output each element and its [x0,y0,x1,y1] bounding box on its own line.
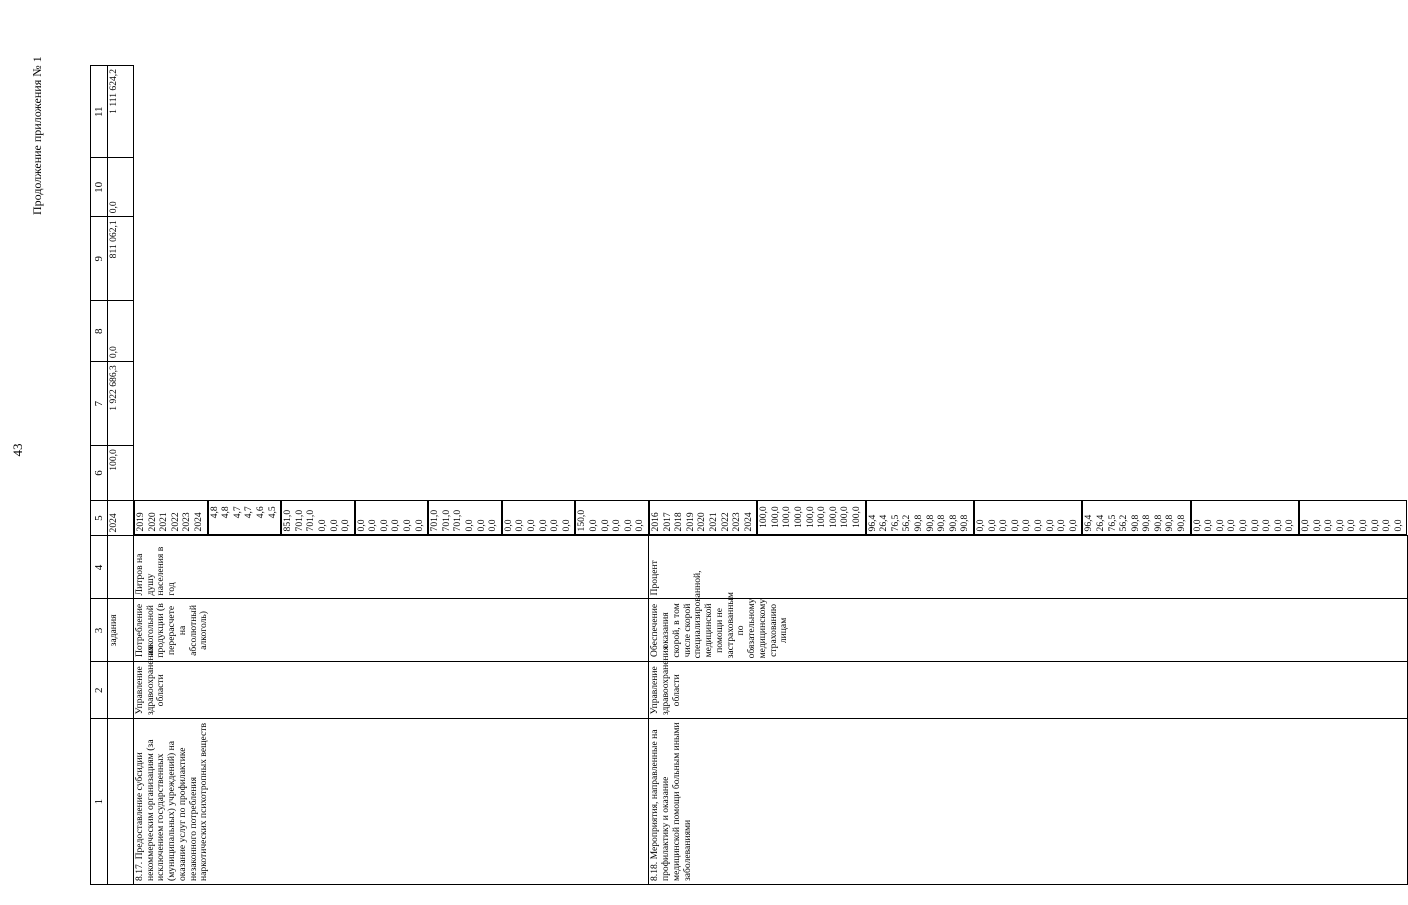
header-cell: 10 [91,158,108,217]
indicator-values-entry: 100,0 [781,506,793,528]
year-list-entry: 2022 [719,512,731,532]
year-list-entry: 2023 [181,512,193,532]
year-list-entry: 2021 [158,512,170,532]
local-funding-entry: 0,0 [1214,519,1226,532]
other-funding-entry: 0,0 [1300,519,1311,532]
other-funding-entry: 0,0 [587,519,599,532]
regional-funding-entry: 76,5 [1106,514,1118,532]
other-funding [575,500,649,535]
federal-funding-entry: 0,0 [378,519,390,532]
federal-funding-entry: 0,0 [998,519,1010,532]
total-funding-entry: 701,0 [305,509,317,532]
carry-over-row [108,66,134,885]
header-cell: 1 [91,719,108,885]
year-list [649,500,757,535]
year-list-entry: 2016 [649,512,661,532]
responsible-body: Управление здравоохранения области [134,662,649,719]
total-funding-entry: 90,8 [924,514,936,532]
responsible-body: Управление здравоохранения области [649,662,1407,719]
local-funding [1191,500,1299,535]
other-funding-entry: 0,0 [599,519,611,532]
year-list-entry: 2018 [673,512,685,532]
regional-funding-entry: 90,8 [1176,514,1188,532]
indicator-name: Обеспечение оказания скорой, в том числе скорой специализированной, медицинской помощи не застрахованным по обязательному медицинскому страхованию лицам [649,599,1407,662]
regional-funding-entry: 26,4 [1094,514,1106,532]
activity-name: 8.17. Предоставление субсидии некоммерческим организациям (за исключением государственных (муниципальных) учреждений) на оказание услуг по профилактике незаконного потребления наркотических психотропных веществ [134,719,649,885]
total-funding-entry: 90,8 [947,514,959,532]
indicator-values-entry: 100,0 [827,506,839,528]
indicator-values-entry: 4,7 [231,506,243,519]
total-funding-entry: 851,0 [282,509,294,532]
header-row [91,66,108,885]
header-cell: 11 [91,66,108,158]
indicator-values-entry: 4,5 [266,506,278,519]
total-funding-entry: 90,8 [959,514,971,532]
carry-col8: 0,0 [108,301,134,362]
total-funding [866,500,974,535]
federal-funding-entry: 0,0 [1021,519,1033,532]
carry-col9: 811 062,1 [108,217,134,301]
local-funding-entry: 0,0 [560,519,572,532]
other-funding-entry: 0,0 [622,519,634,532]
local-funding-entry: 0,0 [549,519,561,532]
local-funding-entry: 0,0 [1203,519,1215,532]
other-funding-entry: 0,0 [1357,519,1369,532]
federal-funding-entry: 0,0 [1067,519,1079,532]
total-funding-entry: 0,0 [328,519,340,532]
year-list-entry: 2021 [707,512,719,532]
year-list-entry: 2023 [731,512,743,532]
carry-col6: 100,0 [108,446,134,501]
other-funding-entry: 0,0 [1334,519,1346,532]
regional-funding-entry: 56,2 [1118,514,1130,532]
federal-funding-entry: 0,0 [974,519,986,532]
carry-col11: 1 111 624,2 [108,66,134,158]
unit-of-measure: Процент [649,536,1407,599]
regional-funding-entry: 701,0 [452,509,464,532]
local-funding-entry: 0,0 [502,519,514,532]
header-cell: 6 [91,446,108,501]
federal-funding-entry: 0,0 [1009,519,1021,532]
carry-col1 [108,719,134,885]
total-funding-entry: 0,0 [340,519,352,532]
year-list-entry: 2019 [135,512,146,532]
total-funding [281,500,355,535]
other-funding-entry: 0,0 [1323,519,1335,532]
local-funding-entry: 0,0 [1191,519,1203,532]
local-funding-entry: 0,0 [537,519,549,532]
carry-year: 2024 [108,500,134,536]
federal-funding-entry: 0,0 [1044,519,1056,532]
header-cell: 5 [91,500,108,536]
header-cell: 9 [91,217,108,301]
other-funding-entry: 0,0 [1381,519,1393,532]
federal-funding-entry: 0,0 [986,519,998,532]
header-cell: 7 [91,362,108,446]
regional-funding-entry: 96,4 [1083,514,1095,532]
year-list [134,500,208,535]
other-funding-entry: 0,0 [634,519,646,532]
other-funding-entry: 0,0 [1346,519,1358,532]
federal-funding-entry: 0,0 [367,519,379,532]
carry-col2 [108,662,134,719]
total-funding-entry: 76,5 [889,514,901,532]
indicator-values-entry: 100,0 [758,506,770,528]
local-funding-entry: 0,0 [1249,519,1261,532]
carry-indicator: задания [108,599,134,662]
total-funding-entry: 90,8 [936,514,948,532]
year-list-entry: 2019 [684,512,696,532]
indicator-values-entry: 4,8 [208,506,220,519]
indicator-values-entry: 4,8 [220,506,232,519]
year-list-entry: 2017 [661,512,673,532]
federal-funding-entry: 0,0 [413,519,425,532]
page-number: 43 [10,443,25,457]
local-funding-entry: 0,0 [514,519,526,532]
header-cell: 4 [91,536,108,599]
other-funding-entry: 150,0 [576,509,588,532]
header-cell: 2 [91,662,108,719]
other-funding-entry: 0,0 [1369,519,1381,532]
regional-funding-entry: 0,0 [464,519,476,532]
regional-funding-entry: 90,8 [1129,514,1141,532]
header-cell: 8 [91,301,108,362]
indicator-values [208,500,282,535]
total-funding-entry: 96,4 [866,514,878,532]
program-row [649,66,1407,885]
local-funding-entry: 0,0 [526,519,537,532]
indicator-name: Потребление алкогольной продукции (в перерасчете на абсолютный алкоголь) [134,599,649,662]
year-list-entry: 2024 [742,512,754,532]
carry-col7: 1 922 686,3 [108,362,134,446]
total-funding-entry: 56,2 [901,514,913,532]
year-list-entry: 2020 [146,512,158,532]
regional-funding-entry: 90,8 [1152,514,1164,532]
regional-funding-entry: 0,0 [487,519,499,532]
regional-funding-entry: 90,8 [1141,514,1153,532]
indicator-values-entry: 100,0 [839,506,851,528]
program-table [90,65,1408,885]
local-funding-entry: 0,0 [1261,519,1273,532]
other-funding-entry: 0,0 [1392,519,1404,532]
program-row [134,66,649,885]
activity-name: 8.18. Мероприятия, направленные на профилактику и оказание медицинской помощи больным иными заболеваниями [649,719,1407,885]
local-funding-entry: 0,0 [1226,519,1238,532]
regional-funding [428,500,502,535]
local-funding-entry: 0,0 [1238,519,1250,532]
indicator-values-entry: 100,0 [804,506,816,528]
other-funding-entry: 0,0 [1311,519,1323,532]
indicator-values [757,500,865,535]
local-funding [502,500,576,535]
year-list-entry: 2024 [192,512,204,532]
indicator-values-entry: 100,0 [793,506,805,528]
continuation-title: Продолжение приложения № 1 [30,56,44,215]
indicator-values-entry: 100,0 [816,506,828,528]
federal-funding-entry: 0,0 [390,519,402,532]
indicator-values-entry: 100,0 [851,506,863,528]
unit-of-measure: Литров на душу населения в год [134,536,649,599]
federal-funding-entry: 0,0 [1032,519,1044,532]
year-list-entry: 2022 [169,512,181,532]
total-funding-entry: 90,8 [913,514,924,532]
year-list-entry: 2020 [696,512,708,532]
regional-funding-entry: 701,0 [440,509,452,532]
regional-funding-entry: 0,0 [475,519,487,532]
regional-funding-entry: 701,0 [429,509,441,532]
total-funding-entry: 0,0 [316,519,328,532]
indicator-values-entry: 100,0 [769,506,781,528]
other-funding [1299,500,1407,535]
federal-funding [355,500,429,535]
other-funding-entry: 0,0 [611,519,623,532]
total-funding-entry: 701,0 [293,509,305,532]
federal-funding [974,500,1082,535]
total-funding-entry: 26,4 [878,514,890,532]
carry-col4 [108,536,134,599]
regional-funding-entry: 90,8 [1164,514,1176,532]
federal-funding-entry: 0,0 [1056,519,1068,532]
local-funding-entry: 0,0 [1284,519,1296,532]
carry-col10: 0,0 [108,158,134,217]
federal-funding-entry: 0,0 [402,519,414,532]
header-cell: 3 [91,599,108,662]
indicator-values-entry: 4,7 [243,506,255,519]
indicator-values-entry: 4,6 [254,506,266,519]
federal-funding-entry: 0,0 [355,519,367,532]
local-funding-entry: 0,0 [1272,519,1284,532]
regional-funding [1082,500,1190,535]
